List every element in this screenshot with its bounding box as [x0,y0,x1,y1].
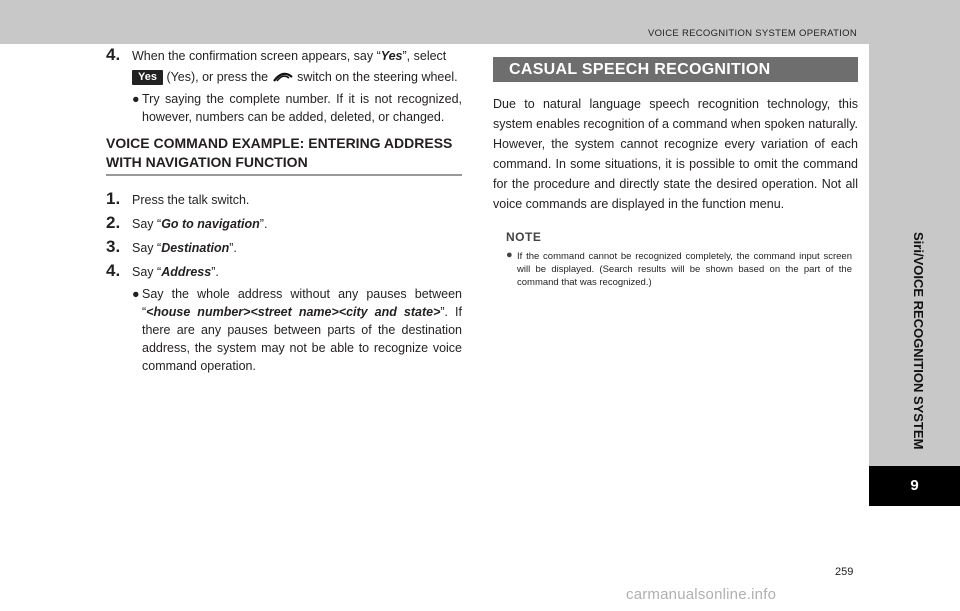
note-text: If the command cannot be recognized completely, the command input screen will be displayed. (Search results will be shown based on the part of the command that was recognized.) [517,251,852,288]
bullet-text: Say the whole address without any pauses between “ [142,287,462,319]
step-3 [106,238,462,259]
right-column [493,57,858,289]
step-number: 4. [106,261,121,280]
step-text: Press the talk switch. [132,193,250,207]
step-text: ”. [259,217,268,231]
running-header: VOICE RECOGNITION SYSTEM OPERATION [647,28,857,39]
body-paragraph: Due to natural language speech recognition technology, this system enables recognition of a command when spoken naturally. However, the system cannot recognize every variation of each command. In some situations, it is possible to omit the command for the procedure and directly state the desired operation. Not all voice commands are displayed in the function menu. [493,97,858,211]
bullet-icon: ● [132,287,140,301]
voice-command: Go to navigation [161,217,260,231]
chapter-tab-label: Siri/VOICE RECOGNITION SYSTEM [911,232,926,450]
step-number: 1. [106,189,121,208]
section-heading: VOICE COMMAND EXAMPLE: ENTERING ADDRESS WITH NAVIGATION FUNCTION [106,134,462,176]
bullet-icon: ● [132,92,140,106]
step-text: ”. [229,241,237,255]
step-text: ”. [211,265,219,279]
step-number: 4. [106,45,121,64]
chapter-side-tab [869,0,960,505]
step-text: ”, select [402,49,447,63]
step-number: 3. [106,237,121,256]
voice-command: Address [161,265,212,279]
step-text: Say “ [132,217,162,231]
bullet-text: Try saying the complete number. If it is not recognized, however, numbers can be added, deleted, or changed. [142,92,462,124]
step-2 [106,214,462,235]
watermark: carmanualsonline.info [626,586,777,603]
step-text: (Yes), or press the [162,70,272,84]
step-text: When the confirmation screen appears, say “ [132,49,381,63]
chapter-number-box: 9 [869,466,960,506]
voice-command: <house number><street name><city and state> [146,305,441,319]
step-1 [106,190,462,211]
voice-command: Destination [161,241,230,255]
step-4-address [106,262,462,283]
step-text: Say “ [132,265,162,279]
section-banner: CASUAL SPEECH RECOGNITION [493,57,858,82]
address-steps [106,190,462,375]
step-text: Say “ [132,241,162,255]
list-item [106,90,462,126]
step-4-confirm [106,46,462,88]
bullet-text: ”. If there are any pauses between parts of the destination address, the system may not be able to recognize voice command operation. [142,305,463,373]
voice-command: Yes [380,49,403,63]
left-column [106,46,462,375]
step-text: switch on the steering wheel. [293,70,458,84]
yes-button-graphic: Yes [132,70,163,85]
list-item [106,285,462,375]
note-title: NOTE [506,230,542,244]
note-item [493,250,858,289]
bullet-icon: ● [506,249,513,261]
step-number: 2. [106,213,121,232]
page-number: 259 [835,566,854,578]
steering-talk-switch-icon [272,69,294,83]
